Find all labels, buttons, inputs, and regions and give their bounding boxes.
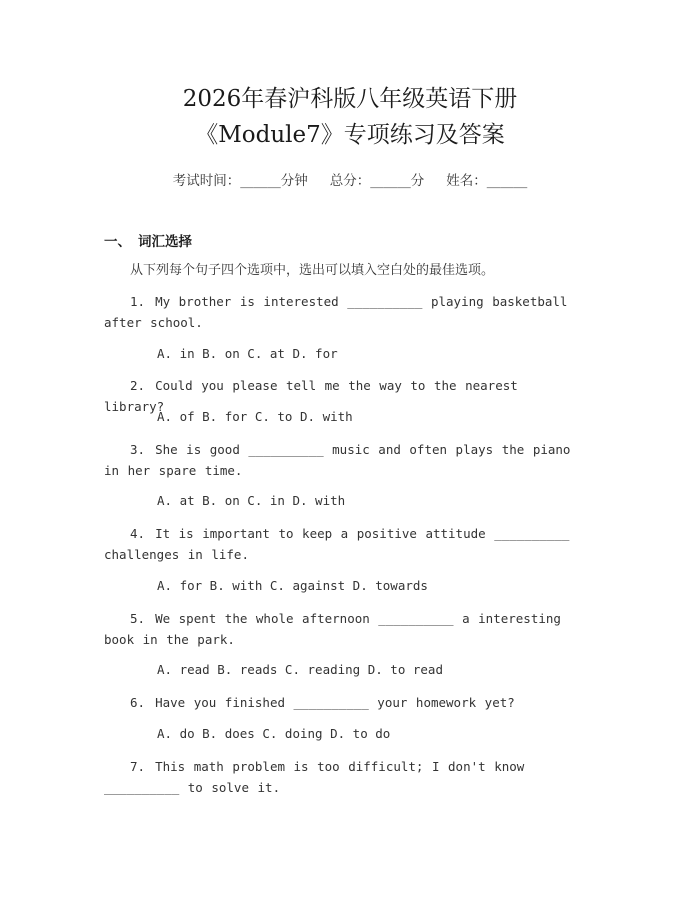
section-instruction: 从下列每个句子四个选项中，选出可以填入空白处的最佳选项。 — [130, 263, 495, 278]
question-3-options: A. at B. on C. in D. with — [157, 493, 346, 508]
question-text: It is important to keep a positive attitude __________ challenges in life. — [104, 526, 570, 562]
student-name-field: 姓名：______ — [446, 173, 528, 189]
question-6-options: A. do B. does C. doing D. to do — [157, 726, 391, 741]
section-number: 一、 — [104, 234, 131, 250]
question-number: 2. — [130, 378, 146, 393]
question-number: 5. — [130, 611, 146, 626]
exam-time-field: 考试时间：______分钟 — [172, 173, 308, 189]
question-number: 6. — [130, 695, 146, 710]
section-title: 词汇选择 — [138, 234, 192, 250]
question-4 — [104, 523, 586, 565]
total-score-field: 总分：______分 — [329, 173, 425, 189]
question-6 — [104, 692, 586, 713]
section-heading — [104, 230, 192, 250]
question-number: 3. — [130, 442, 146, 457]
question-4-options: A. for B. with C. against D. towards — [157, 578, 428, 593]
question-5 — [104, 608, 586, 650]
question-1 — [104, 291, 586, 333]
question-2-options: A. of B. for C. to D. with — [157, 409, 353, 424]
question-text: This math problem is too difficult; I don't know __________ to solve it. — [104, 759, 525, 795]
question-7 — [104, 756, 586, 798]
question-text: Have you finished __________ your homework yet? — [155, 695, 515, 710]
question-text: She is good __________ music and often plays the piano in her spare time. — [104, 442, 571, 478]
document-title-line-2: 《Module7》专项练习及答案 — [195, 122, 505, 148]
exam-info-line — [0, 169, 700, 189]
question-text: We spent the whole afternoon __________ a interesting book in the park. — [104, 611, 561, 647]
question-number: 4. — [130, 526, 146, 541]
question-number: 1. — [130, 294, 146, 309]
question-1-options: A. in B. on C. at D. for — [157, 346, 338, 361]
document-title-line-1: 2026年春沪科版八年级英语下册 — [182, 86, 518, 112]
question-3 — [104, 439, 586, 481]
question-5-options: A. read B. reads C. reading D. to read — [157, 662, 443, 677]
question-text: My brother is interested __________ playing basketball after school. — [104, 294, 568, 330]
question-number: 7. — [130, 759, 146, 774]
question-text: Could you please tell me the way to the nearest library? — [104, 378, 518, 414]
